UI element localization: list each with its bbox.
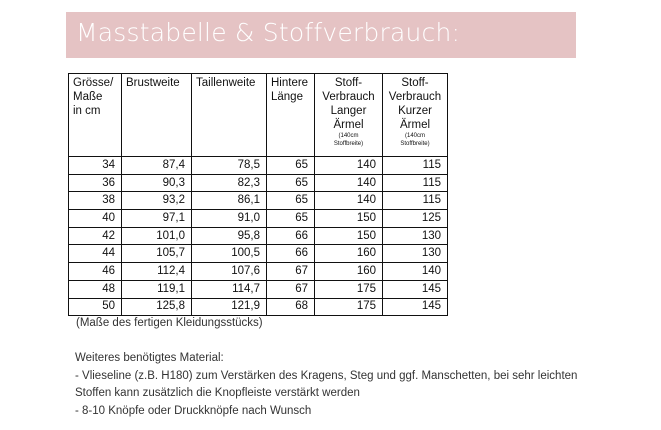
cell-stoff-lang: 140: [315, 157, 383, 175]
cell-hintere-laenge: 67: [267, 280, 315, 298]
cell-size: 42: [69, 227, 122, 245]
cell-stoff-kurz: 115: [383, 157, 448, 175]
cell-size: 46: [69, 263, 122, 281]
cell-hintere-laenge: 66: [267, 227, 315, 245]
cell-stoff-lang: 175: [315, 298, 383, 316]
table-row: [69, 280, 448, 298]
table-row: [69, 157, 448, 175]
cell-stoff-lang: 140: [315, 174, 383, 192]
cell-hintere-laenge: 67: [267, 263, 315, 281]
cell-brustweite: 101,0: [122, 227, 192, 245]
cell-taillenweite: 95,8: [192, 227, 267, 245]
material-section: [75, 350, 655, 420]
cell-size: 48: [69, 280, 122, 298]
header-stoff-kurzer-aermel: Stoff- Verbrauch Kurzer Ärmel (140cm Stoffbreite): [383, 74, 448, 157]
size-table: [68, 73, 448, 316]
cell-stoff-kurz: 130: [383, 245, 448, 263]
cell-stoff-kurz: 125: [383, 210, 448, 228]
cell-hintere-laenge: 66: [267, 245, 315, 263]
cell-taillenweite: 82,3: [192, 174, 267, 192]
cell-size: 38: [69, 192, 122, 210]
table-row: [69, 192, 448, 210]
cell-hintere-laenge: 65: [267, 174, 315, 192]
cell-taillenweite: 78,5: [192, 157, 267, 175]
cell-size: 44: [69, 245, 122, 263]
cell-stoff-kurz: 115: [383, 192, 448, 210]
cell-stoff-kurz: 115: [383, 174, 448, 192]
material-line: - Vlieseline (z.B. H180) zum Verstärken des Kragens, Steg und ggf. Manschetten, bei sehr leichten: [75, 369, 578, 382]
cell-stoff-lang: 140: [315, 192, 383, 210]
material-heading: Weiteres benötigtes Material:: [75, 352, 224, 364]
cell-hintere-laenge: 65: [267, 157, 315, 175]
cell-stoff-lang: 160: [315, 245, 383, 263]
cell-brustweite: 119,1: [122, 280, 192, 298]
cell-stoff-lang: 150: [315, 227, 383, 245]
cell-taillenweite: 86,1: [192, 192, 267, 210]
header-hintere-laenge: Hintere Länge: [267, 74, 315, 157]
cell-size: 50: [69, 298, 122, 316]
cell-brustweite: 105,7: [122, 245, 192, 263]
cell-brustweite: 97,1: [122, 210, 192, 228]
header-size: Grösse/ Maße in cm: [69, 74, 122, 157]
cell-size: 36: [69, 174, 122, 192]
table-row: [69, 263, 448, 281]
table-row: [69, 227, 448, 245]
cell-taillenweite: 100,5: [192, 245, 267, 263]
cell-stoff-lang: 175: [315, 280, 383, 298]
table-row: [69, 174, 448, 192]
cell-size: 34: [69, 157, 122, 175]
cell-taillenweite: 121,9: [192, 298, 267, 316]
cell-stoff-kurz: 130: [383, 227, 448, 245]
cell-brustweite: 112,4: [122, 263, 192, 281]
cell-brustweite: 125,8: [122, 298, 192, 316]
table-row: [69, 298, 448, 316]
material-line: Stoffen kann zusätzlich die Knopfleiste verstärkt werden: [75, 387, 360, 399]
cell-taillenweite: 91,0: [192, 210, 267, 228]
cell-taillenweite: 114,7: [192, 280, 267, 298]
table-row: [69, 245, 448, 263]
cell-stoff-kurz: 145: [383, 280, 448, 298]
cell-stoff-kurz: 145: [383, 298, 448, 316]
cell-stoff-lang: 160: [315, 263, 383, 281]
header-brustweite: Brustweite: [122, 74, 192, 157]
header-stoff-langer-aermel: Stoff- Verbrauch Langer Ärmel (140cm Stoffbreite): [315, 74, 383, 157]
material-line: - 8-10 Knöpfe oder Druckknöpfe nach Wunsch: [75, 404, 312, 417]
cell-taillenweite: 107,6: [192, 263, 267, 281]
cell-hintere-laenge: 68: [267, 298, 315, 316]
cell-hintere-laenge: 65: [267, 210, 315, 228]
cell-brustweite: 87,4: [122, 157, 192, 175]
page-title: Masstabelle & Stoffverbrauch:: [76, 18, 461, 47]
table-row: [69, 210, 448, 228]
cell-size: 40: [69, 210, 122, 228]
cell-brustweite: 93,2: [122, 192, 192, 210]
cell-brustweite: 90,3: [122, 174, 192, 192]
title-banner: [66, 12, 576, 58]
cell-stoff-kurz: 140: [383, 263, 448, 281]
header-taillenweite: Taillenweite: [192, 74, 267, 157]
table-caption: (Maße des fertigen Kleidungsstücks): [76, 317, 263, 329]
table-header-row: [69, 74, 448, 157]
cell-hintere-laenge: 65: [267, 192, 315, 210]
cell-stoff-lang: 150: [315, 210, 383, 228]
